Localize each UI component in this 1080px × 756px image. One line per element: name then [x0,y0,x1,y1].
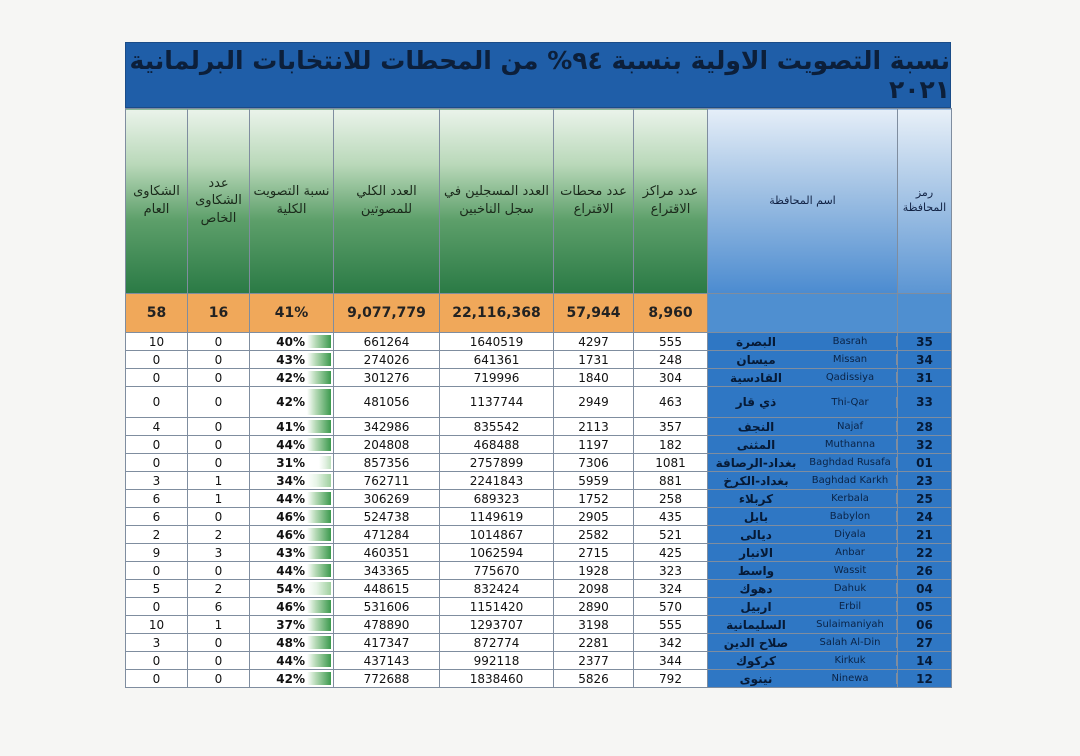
turnout-bar [307,474,331,487]
table-row [126,351,952,369]
governorate-code-cell: 06 [898,616,952,634]
governorate-arabic-name: واسط [737,563,775,578]
centers-cell: 570 [634,598,708,616]
governorate-arabic-name: المثنى [736,437,776,452]
governorate-arabic-name: بغداد-الرصافة [715,455,797,470]
table-row [126,418,952,436]
header-governorate-code: رمز المحافظة [898,109,952,294]
general-complaints-cell: 0 [126,369,188,387]
header-centers: عدد مراكز الاقتراع [634,109,708,294]
page-title: نسبة التصويت الاولية بنسبة ٩٤% من المحطات للانتخابات البرلمانية ٢٠٢١ [125,42,951,108]
centers-cell: 324 [634,580,708,598]
registered-cell: 719996 [440,369,554,387]
special-complaints-cell: 1 [188,472,250,490]
turnout-bar [307,353,331,366]
governorate-code-cell: 24 [898,508,952,526]
total-voters-cell: 460351 [334,544,440,562]
turnout-value: 46% [276,599,305,614]
header-total-voters: العدد الكلي للمصوتين [334,109,440,294]
governorate-english-name: Salah Al-Din [804,637,897,648]
turnout-value: 43% [276,545,305,560]
total-voters-cell: 481056 [334,387,440,418]
governorate-english-name: Wassit [804,565,897,576]
turnout-bar [307,546,331,559]
governorate-name-cell [708,670,898,688]
governorate-name-cell [708,436,898,454]
header-special-complaints: عدد الشكاوى الخاص [188,109,250,294]
centers-cell: 463 [634,387,708,418]
governorate-code-cell: 28 [898,418,952,436]
stations-cell: 2582 [554,526,634,544]
stations-cell: 2905 [554,508,634,526]
turnout-bar [307,371,331,384]
centers-cell: 435 [634,508,708,526]
turnout-bar [307,420,331,433]
governorate-arabic-name: كربلاء [738,491,774,506]
special-complaints-cell: 2 [188,526,250,544]
special-complaints-cell: 2 [188,580,250,598]
general-complaints-cell: 0 [126,652,188,670]
general-complaints-cell: 6 [126,490,188,508]
governorate-arabic-name: القادسية [730,370,782,385]
centers-cell: 258 [634,490,708,508]
stations-cell: 1928 [554,562,634,580]
total-voters-cell: 437143 [334,652,440,670]
governorate-arabic-name: صلاح الدين [723,635,789,650]
governorate-code-cell: 32 [898,436,952,454]
special-complaints-cell: 0 [188,652,250,670]
total-voters-cell: 301276 [334,369,440,387]
turnout-bar [307,582,331,595]
governorate-code-cell: 12 [898,670,952,688]
turnout-value: 54% [276,581,305,596]
governorate-arabic-name: الانبار [739,545,773,560]
special-complaints-cell: 0 [188,387,250,418]
registered-cell: 1838460 [440,670,554,688]
table-row [126,598,952,616]
stations-cell: 2281 [554,634,634,652]
table-row [126,562,952,580]
table-row [126,616,952,634]
governorate-arabic-name: بابل [743,509,769,524]
centers-cell: 304 [634,369,708,387]
centers-cell: 425 [634,544,708,562]
governorate-name-cell [708,418,898,436]
total-voters-cell: 471284 [334,526,440,544]
governorate-code-cell: 04 [898,580,952,598]
turnout-value: 34% [276,473,305,488]
total-stations: 57,944 [554,294,634,333]
governorate-name-cell [708,544,898,562]
registered-cell: 832424 [440,580,554,598]
table-row [126,490,952,508]
turnout-bar [307,510,331,523]
total-general-complaints: 58 [126,294,188,333]
turnout-cell [250,387,334,418]
turnout-cell [250,418,334,436]
governorate-english-name: Thi-Qar [804,397,897,408]
turnout-cell [250,616,334,634]
turnout-cell [250,454,334,472]
total-voters-cell: 306269 [334,490,440,508]
governorate-english-name: Kirkuk [804,655,897,666]
centers-cell: 555 [634,616,708,634]
stations-cell: 1731 [554,351,634,369]
turnout-cell [250,508,334,526]
governorate-english-name: Dahuk [804,583,897,594]
governorate-english-name: Babylon [804,511,897,522]
turnout-bar [307,438,331,451]
stations-cell: 1197 [554,436,634,454]
general-complaints-cell: 6 [126,508,188,526]
stations-cell: 5826 [554,670,634,688]
governorate-code-cell: 22 [898,544,952,562]
general-complaints-cell: 0 [126,387,188,418]
general-complaints-cell: 0 [126,436,188,454]
table-row [126,508,952,526]
registered-cell: 468488 [440,436,554,454]
governorate-name-cell [708,598,898,616]
governorate-english-name: Baghdad Rusafa [804,457,897,468]
governorate-arabic-name: دهوك [739,581,773,596]
centers-cell: 182 [634,436,708,454]
special-complaints-cell: 1 [188,490,250,508]
results-sheet [125,42,951,688]
registered-cell: 689323 [440,490,554,508]
turnout-value: 44% [276,563,305,578]
turnout-bar [307,528,331,541]
governorate-arabic-name: ذي قار [735,395,777,409]
turnout-bar [307,564,331,577]
centers-cell: 248 [634,351,708,369]
turnout-value: 46% [276,527,305,542]
general-complaints-cell: 3 [126,472,188,490]
general-complaints-cell: 0 [126,562,188,580]
governorate-english-name: Kerbala [804,493,897,504]
special-complaints-cell: 6 [188,598,250,616]
centers-cell: 342 [634,634,708,652]
header-stations: عدد محطات الاقتراع [554,109,634,294]
turnout-cell [250,436,334,454]
turnout-cell [250,634,334,652]
table-row [126,670,952,688]
totals-row [126,294,952,333]
total-voters-cell: 417347 [334,634,440,652]
turnout-value: 48% [276,635,305,650]
governorate-arabic-name: بغداد-الكرخ [723,473,789,488]
registered-cell: 1137744 [440,387,554,418]
registered-cell: 1062594 [440,544,554,562]
table-row [126,387,952,418]
centers-cell: 792 [634,670,708,688]
registered-cell: 1293707 [440,616,554,634]
special-complaints-cell: 0 [188,670,250,688]
general-complaints-cell: 0 [126,598,188,616]
turnout-value: 37% [276,617,305,632]
turnout-bar [307,600,331,613]
turnout-cell [250,598,334,616]
governorate-name-cell [708,387,898,418]
special-complaints-cell: 0 [188,508,250,526]
governorate-english-name: Missan [804,354,897,365]
table-row [126,472,952,490]
turnout-cell [250,580,334,598]
turnout-bar [307,618,331,631]
registered-cell: 1640519 [440,333,554,351]
header-general-complaints: الشكاوى العام [126,109,188,294]
governorate-arabic-name: ديالى [740,527,772,542]
turnout-value: 46% [276,509,305,524]
general-complaints-cell: 9 [126,544,188,562]
total-voters-cell: 857356 [334,454,440,472]
governorate-code-cell: 34 [898,351,952,369]
centers-cell: 357 [634,418,708,436]
registered-cell: 641361 [440,351,554,369]
governorate-code-cell: 26 [898,562,952,580]
turnout-value: 31% [276,455,305,470]
governorate-code-cell: 27 [898,634,952,652]
total-voters-cell: 478890 [334,616,440,634]
general-complaints-cell: 5 [126,580,188,598]
table-row [126,526,952,544]
table-row [126,580,952,598]
total-voters-cell: 531606 [334,598,440,616]
turnout-cell [250,333,334,351]
totals-blank-code [898,294,952,333]
governorate-english-name: Erbil [804,601,897,612]
table-row [126,436,952,454]
turnout-value: 43% [276,352,305,367]
governorate-english-name: Anbar [804,547,897,558]
governorate-name-cell [708,369,898,387]
stations-cell: 5959 [554,472,634,490]
governorate-arabic-name: ميسان [736,352,776,367]
stations-cell: 2715 [554,544,634,562]
governorate-name-cell [708,526,898,544]
total-voters-cell: 762711 [334,472,440,490]
table-row [126,544,952,562]
table-row [126,652,952,670]
table-row [126,369,952,387]
turnout-cell [250,472,334,490]
turnout-value: 44% [276,437,305,452]
special-complaints-cell: 0 [188,562,250,580]
general-complaints-cell: 2 [126,526,188,544]
total-voters: 9,077,779 [334,294,440,333]
registered-cell: 2241843 [440,472,554,490]
stations-cell: 2113 [554,418,634,436]
table-row [126,454,952,472]
governorate-code-cell: 01 [898,454,952,472]
special-complaints-cell: 0 [188,333,250,351]
governorate-name-cell [708,616,898,634]
turnout-value: 44% [276,653,305,668]
stations-cell: 2377 [554,652,634,670]
governorate-name-cell [708,634,898,652]
governorate-english-name: Sulaimaniyah [804,619,897,630]
registered-cell: 2757899 [440,454,554,472]
governorate-code-cell: 23 [898,472,952,490]
turnout-value: 42% [276,370,305,385]
turnout-value: 40% [276,334,305,349]
results-table [125,108,952,688]
centers-cell: 1081 [634,454,708,472]
special-complaints-cell: 0 [188,436,250,454]
table-row [126,634,952,652]
turnout-cell [250,652,334,670]
table-row [126,333,952,351]
turnout-cell [250,544,334,562]
governorate-name-cell [708,652,898,670]
governorate-english-name: Baghdad Karkh [804,475,897,486]
stations-cell: 2949 [554,387,634,418]
governorate-name-cell [708,454,898,472]
general-complaints-cell: 0 [126,454,188,472]
turnout-bar [307,672,331,685]
special-complaints-cell: 0 [188,418,250,436]
centers-cell: 323 [634,562,708,580]
stations-cell: 4297 [554,333,634,351]
total-voters-cell: 343365 [334,562,440,580]
stations-cell: 1840 [554,369,634,387]
turnout-bar [307,654,331,667]
total-voters-cell: 274026 [334,351,440,369]
special-complaints-cell: 0 [188,369,250,387]
stations-cell: 1752 [554,490,634,508]
header-registered: العدد المسجلين في سجل الناخبين [440,109,554,294]
header-governorate-name: اسم المحافظة [708,109,898,294]
governorate-code-cell: 33 [898,387,952,418]
governorate-name-cell [708,490,898,508]
turnout-cell [250,490,334,508]
total-voters-cell: 448615 [334,580,440,598]
totals-blank-name [708,294,898,333]
general-complaints-cell: 4 [126,418,188,436]
centers-cell: 881 [634,472,708,490]
governorate-name-cell [708,351,898,369]
total-turnout: 41% [250,294,334,333]
special-complaints-cell: 1 [188,616,250,634]
turnout-bar [307,492,331,505]
governorate-name-cell [708,580,898,598]
centers-cell: 521 [634,526,708,544]
general-complaints-cell: 0 [126,351,188,369]
governorate-name-cell [708,562,898,580]
governorate-english-name: Basrah [804,336,897,347]
turnout-bar [307,636,331,649]
centers-cell: 555 [634,333,708,351]
total-voters-cell: 342986 [334,418,440,436]
governorate-arabic-name: اربيل [740,599,772,614]
governorate-code-cell: 14 [898,652,952,670]
centers-cell: 344 [634,652,708,670]
stations-cell: 3198 [554,616,634,634]
total-voters-cell: 661264 [334,333,440,351]
governorate-code-cell: 25 [898,490,952,508]
total-voters-cell: 204808 [334,436,440,454]
governorate-code-cell: 31 [898,369,952,387]
special-complaints-cell: 0 [188,351,250,369]
governorate-rows [126,333,952,688]
registered-cell: 1014867 [440,526,554,544]
turnout-value: 42% [276,671,305,686]
general-complaints-cell: 10 [126,616,188,634]
turnout-value: 44% [276,491,305,506]
total-voters-cell: 772688 [334,670,440,688]
stations-cell: 7306 [554,454,634,472]
header-total-turnout: نسبة التصويت الكلية [250,109,334,294]
total-centers: 8,960 [634,294,708,333]
governorate-arabic-name: كركوك [736,653,776,668]
registered-cell: 835542 [440,418,554,436]
general-complaints-cell: 10 [126,333,188,351]
turnout-cell [250,369,334,387]
governorate-name-cell [708,508,898,526]
general-complaints-cell: 0 [126,670,188,688]
special-complaints-cell: 3 [188,544,250,562]
stations-cell: 2098 [554,580,634,598]
total-voters-cell: 524738 [334,508,440,526]
governorate-name-cell [708,333,898,351]
stations-cell: 2890 [554,598,634,616]
governorate-code-cell: 05 [898,598,952,616]
registered-cell: 1149619 [440,508,554,526]
governorate-arabic-name: السليمانية [726,617,786,632]
turnout-bar [307,389,331,415]
turnout-cell [250,351,334,369]
governorate-english-name: Najaf [804,421,897,432]
registered-cell: 775670 [440,562,554,580]
governorate-english-name: Qadissiya [804,372,897,383]
turnout-cell [250,670,334,688]
special-complaints-cell: 0 [188,634,250,652]
governorate-english-name: Muthanna [804,439,897,450]
registered-cell: 872774 [440,634,554,652]
registered-cell: 1151420 [440,598,554,616]
turnout-value: 41% [276,419,305,434]
total-special-complaints: 16 [188,294,250,333]
total-registered: 22,116,368 [440,294,554,333]
turnout-bar [307,456,331,469]
governorate-code-cell: 35 [898,333,952,351]
governorate-english-name: Ninewa [804,673,897,684]
governorate-code-cell: 21 [898,526,952,544]
turnout-cell [250,562,334,580]
governorate-arabic-name: النجف [737,419,775,434]
governorate-name-cell [708,472,898,490]
governorate-english-name: Diyala [804,529,897,540]
turnout-cell [250,526,334,544]
governorate-arabic-name: نينوى [739,671,773,686]
governorate-arabic-name: البصرة [736,334,776,349]
header-row [126,109,952,294]
turnout-value: 42% [276,395,305,409]
registered-cell: 992118 [440,652,554,670]
special-complaints-cell: 0 [188,454,250,472]
general-complaints-cell: 3 [126,634,188,652]
turnout-bar [307,335,331,348]
